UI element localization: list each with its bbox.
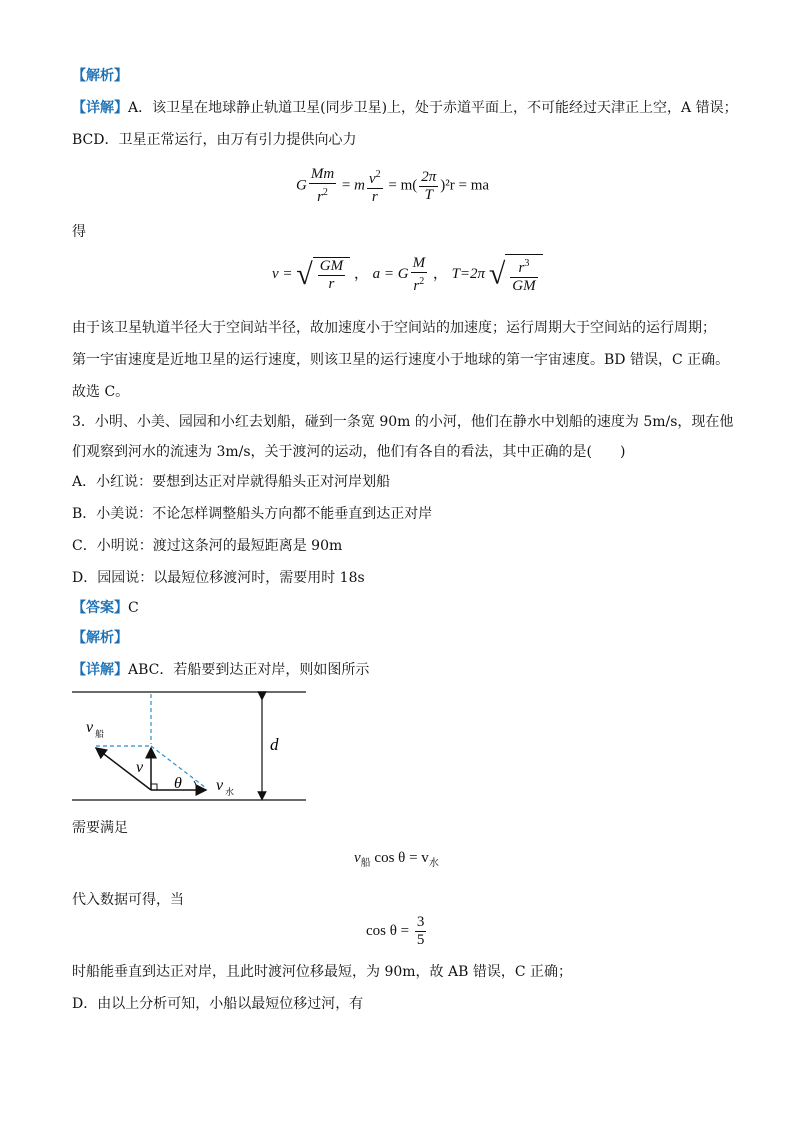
detail-text-1: A．该卫星在地球静止轨道卫星(同步卫星)上，处于赤道平面上，不可能经过天津正上空，A 错误； bbox=[128, 100, 738, 116]
question-stem-1: 3．小明、小美、园园和小红去划船，碰到一条宽 90m 的小河，他们在静水中划船的速度为 5m/s，现在他 bbox=[72, 414, 734, 430]
v-label: v bbox=[136, 759, 144, 776]
right-angle-mark bbox=[151, 784, 157, 790]
option-b: B．小美说：不论怎样调整船头方向都不能垂直到达正对岸 bbox=[72, 506, 433, 522]
para-3: 故选 C。 bbox=[72, 384, 130, 400]
theta-label: θ bbox=[174, 775, 182, 792]
detail-tag: 【详解】 bbox=[72, 100, 128, 116]
option-d: D．园园说：以最短位移渡河时，需要用时 18s bbox=[72, 570, 365, 586]
analysis-tag-2: 【解析】 bbox=[72, 630, 128, 646]
detail-line-2: BCD．卫星正常运行，由万有引力提供向心力 bbox=[72, 132, 357, 148]
formula-gravity: G $\frac{Mm}{r^2}$ = m $\frac{v^2}{r}$ = m( $\frac{2\pi}{T}$ )²r = ma bbox=[296, 166, 490, 205]
para-2: 第一宇宙速度是近地卫星的运行速度，则该卫星的运行速度小于地球的第一宇宙速度。BD 错误，C 正确。 bbox=[72, 352, 730, 368]
need-text: 需要满足 bbox=[72, 820, 128, 836]
v-water-sub: 水 bbox=[225, 788, 235, 798]
para-1: 由于该卫星轨道半径大于空间站半径，故加速度小于空间站的加速度；运行周期大于空间站的运行周期； bbox=[72, 320, 716, 336]
v-water-label: v bbox=[216, 777, 224, 794]
detail-tag-2: 【详解】 bbox=[72, 662, 128, 678]
conclusion-text: 时船能垂直到达正对岸，且此时渡河位移最短，为 90m，故 AB 错误，C 正确； bbox=[72, 964, 572, 980]
detail-line-3 bbox=[72, 660, 369, 680]
answer-value: C bbox=[128, 600, 139, 616]
option-c: C．小明说：渡过这条河的最短距离是 90m bbox=[72, 538, 343, 554]
option-a: A．小红说：要想到达正对岸就得船头正对河岸划船 bbox=[72, 474, 391, 490]
substitute-text: 代入数据可得，当 bbox=[72, 892, 184, 908]
question-stem-2: 们观察到河水的流速为 3m/s，关于渡河的运动，他们有各自的看法，其中正确的是( ) bbox=[72, 444, 626, 460]
detail-line-1 bbox=[72, 98, 738, 118]
d-label: d bbox=[270, 735, 279, 754]
formula-cos: cos θ = $\frac{3}{5}$ bbox=[366, 914, 425, 948]
formula-condition: $v_船$ $\cos \theta = v_水$ bbox=[354, 850, 439, 869]
v-boat-label: v bbox=[86, 719, 94, 736]
formula-results: v = √ $\frac{GM}{r}$ ， a = G $\frac{M}{r^2}$ ， T=2π √ $\frac{r^3}{GM}$ bbox=[272, 254, 543, 295]
detail-text-3: ABC．若船要到达正对岸，则如图所示 bbox=[128, 662, 370, 678]
river-crossing-diagram bbox=[70, 686, 320, 811]
v-boat-sub: 船 bbox=[95, 730, 105, 740]
d-analysis-text: D．由以上分析可知，小船以最短位移过河，有 bbox=[72, 996, 364, 1012]
de-text: 得 bbox=[72, 224, 86, 240]
analysis-tag: 【解析】 bbox=[72, 68, 128, 84]
answer-tag: 【答案】 bbox=[72, 600, 128, 616]
theta-arc bbox=[194, 781, 196, 790]
answer-line bbox=[72, 598, 139, 618]
